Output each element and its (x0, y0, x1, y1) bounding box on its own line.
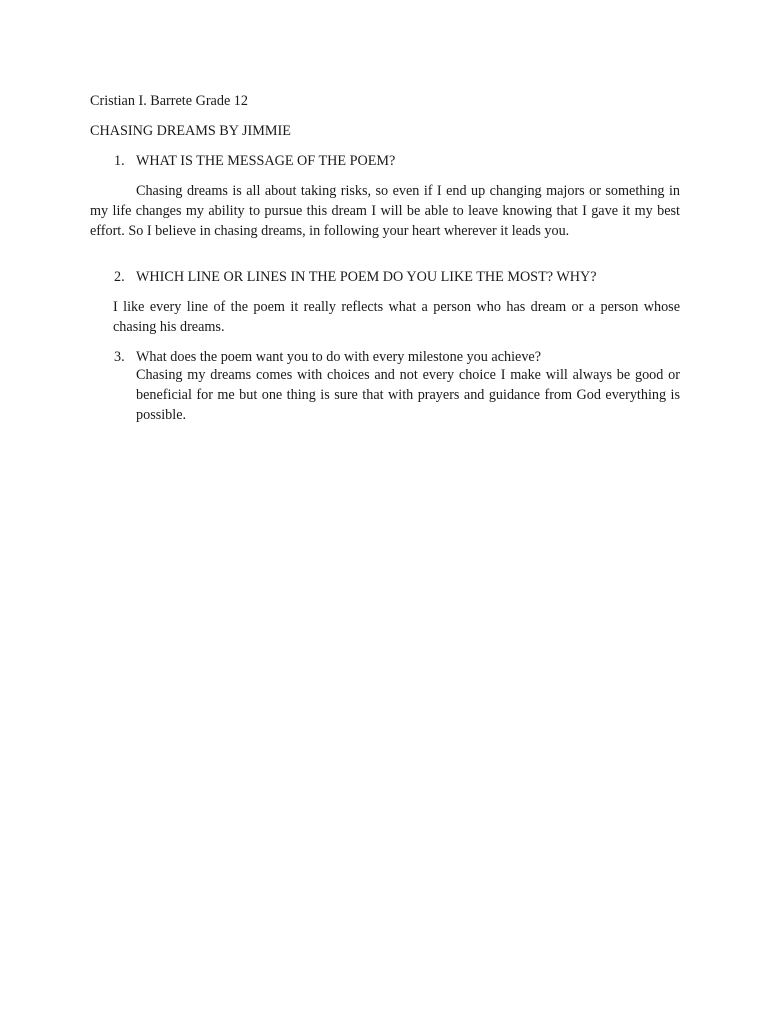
question-text: WHICH LINE OR LINES IN THE POEM DO YOU LIKE THE MOST? WHY? (136, 269, 597, 285)
question-text: What does the poem want you to do with every milestone you achieve? (136, 349, 542, 365)
answer-2: I like every line of the poem it really reflects what a person who has dream or a person whose chasing his dreams. (113, 299, 680, 335)
question-number: 2. (114, 269, 125, 285)
author-line: Cristian I. Barrete Grade 12 (90, 93, 248, 109)
question-3 (90, 348, 680, 368)
question-number: 3. (114, 349, 125, 365)
document-title: CHASING DREAMS BY JIMMIE (90, 123, 291, 139)
question-1 (90, 152, 680, 172)
question-text: WHAT IS THE MESSAGE OF THE POEM? (136, 153, 396, 169)
answer-3: Chasing my dreams comes with choices and not every choice I make will always be good or beneficial for me but one thing is sure that with prayers and guidance from God everything is possible. (136, 367, 680, 423)
question-2 (90, 268, 680, 288)
answer-1: Chasing dreams is all about taking risks, so even if I end up changing majors or something in my life changes my ability to pursue this dream I will be able to leave knowing that I gave it my best effort. So I believe in chasing dreams, in following your heart wherever it leads you. (90, 183, 680, 239)
question-number: 1. (114, 153, 125, 169)
